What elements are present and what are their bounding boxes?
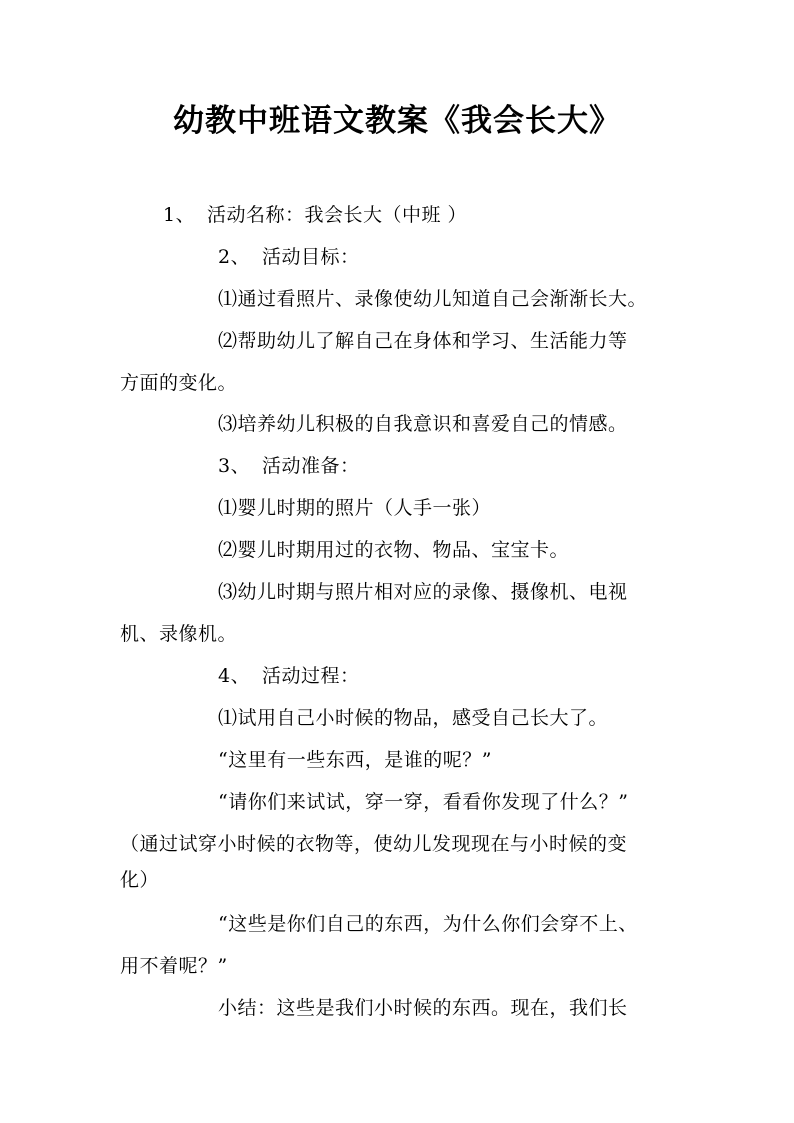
paragraph-line: 化）	[120, 869, 160, 891]
section-heading-activity-goals	[218, 243, 360, 271]
section-heading-activity-preparation	[218, 452, 360, 480]
paragraph-line: ⑵帮助幼儿了解自己在身体和学习、生活能力等	[218, 330, 628, 352]
section-number: 3、	[218, 455, 251, 477]
paragraph-line: （通过试穿小时候的衣物等，使幼儿发现现在与小时候的变	[120, 833, 628, 855]
section-text: 活动目标：	[262, 246, 360, 268]
section-text: 活动过程：	[262, 665, 360, 687]
section-number: 4、	[218, 665, 251, 687]
paragraph-line: ⑴通过看照片、录像使幼儿知道自己会渐渐长大。	[218, 288, 648, 310]
section-text: 活动准备：	[262, 455, 360, 477]
paragraph-line: “请你们来试试，穿一穿，看看你发现了什么？”	[218, 791, 629, 813]
paragraph-line: “这里有一些东西，是谁的呢？”	[218, 749, 492, 771]
section-number: 2、	[218, 246, 251, 268]
paragraph-line: ⑴试用自己小时候的物品，感受自己长大了。	[218, 707, 609, 729]
paragraph-line: ⑵婴儿时期用过的衣物、物品、宝宝卡。	[218, 539, 570, 561]
section-heading-activity-name	[163, 201, 467, 229]
paragraph-line: ⑶培养幼儿积极的自我意识和喜爱自己的情感。	[218, 413, 628, 435]
paragraph-line: “这些是你们自己的东西，为什么你们会穿不上、	[218, 913, 638, 935]
paragraph-line: 机、录像机。	[120, 623, 238, 645]
paragraph-line: 小结：这些是我们小时候的东西。现在，我们长	[218, 997, 628, 1019]
section-text: 活动名称：我会长大（中班 ）	[207, 204, 468, 226]
paragraph-line: ⑴婴儿时期的照片（人手一张）	[218, 497, 492, 519]
section-number: 1、	[163, 204, 196, 226]
paragraph-line: 方面的变化。	[120, 372, 238, 394]
paragraph-line: ⑶幼儿时期与照片相对应的录像、摄像机、电视	[218, 581, 628, 603]
paragraph-line: 用不着呢？”	[120, 955, 228, 977]
section-heading-activity-process	[218, 662, 360, 690]
document-title: 幼教中班语文教案《我会长大》	[173, 103, 621, 139]
